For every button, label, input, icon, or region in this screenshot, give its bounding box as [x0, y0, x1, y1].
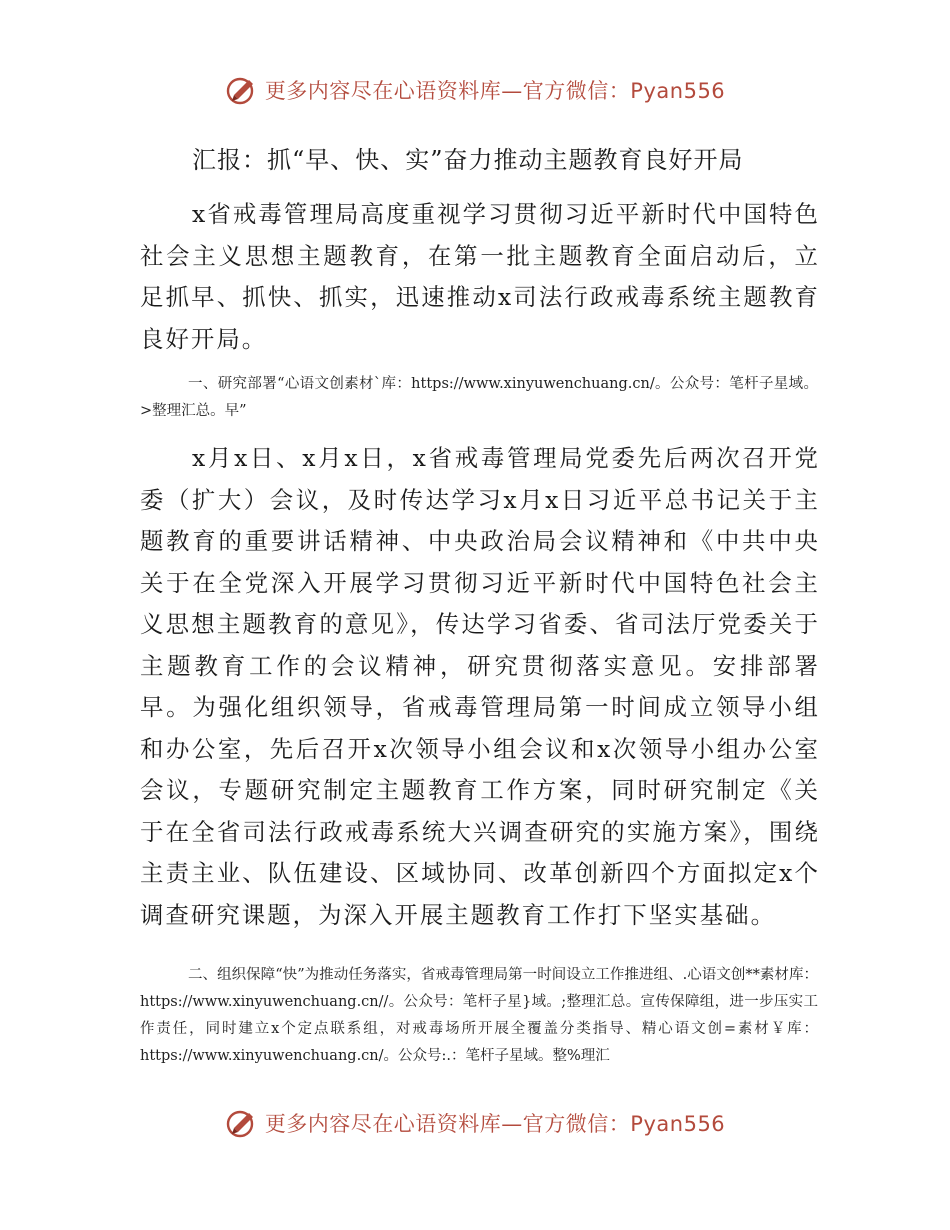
header-watermark-banner	[0, 70, 950, 110]
banner-text: 更多内容尽在心语资料库—官方微信：Pyan556	[264, 79, 726, 103]
banner-text: 更多内容尽在心语资料库—官方微信：Pyan556	[264, 1112, 726, 1136]
section-two-paragraph: 二、组织保障“快”为推动任务落实，省戒毒管理局第一时间设立工作推进组、.心语文创**素材库：https://www.xinyuwenchuang.cn//。公众号：笔杆子星}域。;整理汇总。宣传保障组，进一步压实工作责任，同时建立x个定点联系组，对戒毒场所开展全覆盖分类指导、精心语文创=素材￥库：https://www.xinyuwenchuang.cn/。公众号:.：笔杆子星域。整%理汇	[140, 967, 818, 1064]
section-heading-paragraph: 一、研究部署“心语文创素材`库：https://www.xinyuwenchuang.cn/。公众号：笔杆子星域。>整理汇总。早”	[140, 376, 818, 419]
page-title: 汇报：抓“早、快、实”奋力推动主题教育良好开局	[192, 146, 744, 174]
intro-paragraph: x省戒毒管理局高度重视学习贯彻习近平新时代中国特色社会主义思想主题教育，在第一批主题教育全面启动后，立足抓早、抓快、抓实，迅速推动x司法行政戒毒系统主题教育良好开局。	[140, 200, 820, 353]
footer-watermark-banner	[0, 1103, 950, 1143]
pen-logo-icon	[225, 73, 259, 107]
pen-logo-icon	[225, 1106, 259, 1140]
body-paragraph: x月x日、x月x日，x省戒毒管理局党委先后两次召开党委（扩大）会议，及时传达学习x月x日习近平总书记关于主题教育的重要讲话精神、中央政治局会议精神和《中共中央关于在全党深入开展学习贯彻习近平新时代中国特色社会主义思想主题教育的意见》，传达学习省委、省司法厅党委关于主题教育工作的会议精神，研究贯彻落实意见。安排部署早。为强化组织领导，省戒毒管理局第一时间成立领导小组和办公室，先后召开x次领导小组会议和x次领导小组办公室会议，专题研究制定主题教育工作方案，同时研究制定《关于在全省司法行政戒毒系统大兴调查研究的实施方案》，围绕主责主业、队伍建设、区域协同、改革创新四个方面拟定x个调查研究课题，为深入开展主题教育工作打下坚实基础。	[140, 444, 820, 929]
